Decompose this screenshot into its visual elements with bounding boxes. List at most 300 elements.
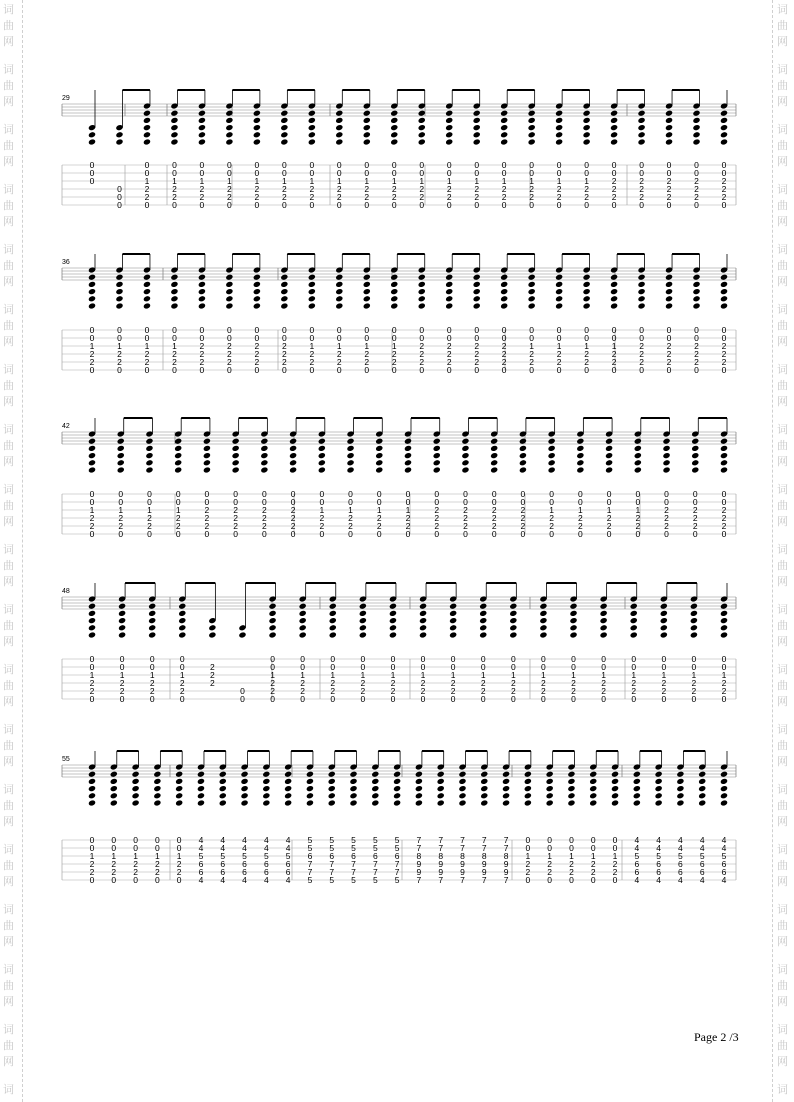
tab-fret-number: 0 <box>360 654 366 664</box>
watermark-glyph: 词 <box>3 183 14 196</box>
tab-fret-number: 0 <box>233 489 239 499</box>
tab-fret-number: 0 <box>491 529 497 539</box>
notehead <box>118 631 126 638</box>
notehead <box>720 603 728 610</box>
watermark-glyph: 网 <box>777 95 788 108</box>
tab-fret-number: 2 <box>309 192 315 202</box>
notehead <box>88 452 96 459</box>
notehead <box>262 771 270 778</box>
notehead <box>349 799 357 806</box>
tab-fret-number: 0 <box>364 168 370 178</box>
tab-fret-number: 2 <box>254 357 260 367</box>
notehead <box>720 785 728 792</box>
tab-fret-number: 7 <box>351 859 356 869</box>
watermark-glyph: 网 <box>777 635 788 648</box>
tab-fret-number: 1 <box>419 176 425 186</box>
tab-fret-number: 0 <box>571 662 576 672</box>
tab-fret-number: 6 <box>678 859 683 869</box>
tab-fret-number: 0 <box>144 365 150 375</box>
notehead <box>633 778 641 785</box>
notehead <box>390 131 398 138</box>
notehead <box>88 288 96 295</box>
tab-fret-number: 2 <box>300 678 306 688</box>
watermark-glyph: 词 <box>3 723 14 736</box>
tab-fret-number: 0 <box>119 662 125 672</box>
tab-fret-number: 0 <box>89 489 95 499</box>
notehead <box>143 302 151 309</box>
tab-fret-number: 0 <box>204 489 210 499</box>
notehead <box>433 438 441 445</box>
tab-fret-number: 2 <box>694 349 699 359</box>
notehead <box>418 288 426 295</box>
tab-fret-number: 4 <box>285 843 291 853</box>
notehead <box>449 610 457 617</box>
tab-fret-number: 2 <box>281 349 287 359</box>
notehead <box>253 124 261 131</box>
tab-fret-number: 2 <box>261 513 267 523</box>
notehead <box>110 792 118 799</box>
tab-fret-number: 4 <box>699 875 705 885</box>
tab-fret-number: 0 <box>199 200 205 210</box>
tab-fret-number: 0 <box>547 835 553 845</box>
tab-fret-number: 1 <box>584 176 589 186</box>
tab-fret-number: 0 <box>721 654 727 664</box>
watermark-glyph: 词 <box>777 903 788 916</box>
notehead <box>390 302 398 309</box>
notehead <box>404 452 412 459</box>
notehead <box>605 459 613 466</box>
notehead <box>665 131 673 138</box>
tab-fret-number: 1 <box>133 851 138 861</box>
tab-fret-number: 2 <box>529 349 535 359</box>
notehead <box>284 778 292 785</box>
tab-fret-number: 2 <box>376 513 382 523</box>
notehead <box>299 603 307 610</box>
watermark-glyph: 曲 <box>3 799 14 812</box>
tab-fret-number: 2 <box>541 686 546 696</box>
tab-fret-number: 2 <box>525 867 531 877</box>
tab-fret-number: 0 <box>89 176 95 186</box>
notehead <box>203 438 211 445</box>
notehead <box>569 631 577 638</box>
tab-fret-number: 1 <box>541 670 546 680</box>
tab-fret-number: 2 <box>261 505 267 515</box>
notehead <box>692 288 700 295</box>
tab-fret-number: 2 <box>149 686 155 696</box>
notehead <box>170 131 178 138</box>
notehead <box>433 452 441 459</box>
tab-fret-number: 2 <box>117 349 122 359</box>
tab-fret-number: 2 <box>590 859 596 869</box>
tab-fret-number: 2 <box>319 521 325 531</box>
tab-fret-number: 2 <box>450 686 456 696</box>
notehead <box>390 288 398 295</box>
tab-fret-number: 0 <box>199 325 205 335</box>
watermark-glyph: 网 <box>3 755 14 768</box>
notehead <box>170 117 178 124</box>
tab-fret-number: 8 <box>438 851 444 861</box>
watermark-glyph: 网 <box>777 155 788 168</box>
tab-fret-number: 2 <box>501 341 507 351</box>
tab-fret-number: 0 <box>434 529 440 539</box>
notehead <box>490 459 498 466</box>
watermark-glyph: 曲 <box>777 979 788 992</box>
tab-fret-number: 0 <box>480 654 486 664</box>
tab-fret-number: 0 <box>606 497 612 507</box>
watermark-glyph: 网 <box>3 215 14 228</box>
notehead <box>555 302 563 309</box>
notehead <box>655 778 663 785</box>
notehead <box>346 438 354 445</box>
notehead <box>170 274 178 281</box>
notehead <box>390 110 398 117</box>
tab-fret-number: 6 <box>307 851 313 861</box>
tab-fret-number: 0 <box>611 325 617 335</box>
notehead <box>318 466 326 473</box>
notehead <box>174 445 182 452</box>
tab-fret-number: 4 <box>656 875 661 885</box>
tab-fret-number: 2 <box>419 349 425 359</box>
tab-fret-number: 7 <box>438 835 444 845</box>
tab-fret-number: 2 <box>721 686 727 696</box>
tab-fret-number: 7 <box>416 843 422 853</box>
notehead <box>132 778 140 785</box>
tab-fret-number: 0 <box>420 694 426 704</box>
tab-fret-number: 0 <box>420 654 426 664</box>
notehead <box>389 617 397 624</box>
watermark-glyph: 曲 <box>777 79 788 92</box>
watermark-glyph: 词 <box>777 783 788 796</box>
tab-fret-number: 0 <box>376 489 382 499</box>
notehead <box>583 281 591 288</box>
notehead <box>610 302 618 309</box>
notehead <box>308 117 316 124</box>
notehead <box>665 281 673 288</box>
tab-fret-number: 1 <box>501 176 507 186</box>
watermark-glyph: 网 <box>777 815 788 828</box>
tab-fret-number: 9 <box>481 867 487 877</box>
tab-fret-number: 5 <box>351 835 356 845</box>
tab-fret-number: 2 <box>233 505 239 515</box>
notehead <box>269 603 277 610</box>
watermark-glyph: 曲 <box>3 859 14 872</box>
tab-fret-number: 0 <box>254 160 260 170</box>
watermark-glyph: 词 <box>777 483 788 496</box>
measure-number: 36 <box>62 259 70 266</box>
notehead <box>115 288 123 295</box>
tab-fret-number: 2 <box>434 513 440 523</box>
tab-fret-number: 2 <box>446 357 452 367</box>
notehead <box>284 785 292 792</box>
tab-fret-number: 2 <box>694 357 699 367</box>
notehead <box>269 617 277 624</box>
notehead <box>433 459 441 466</box>
notehead <box>720 295 728 302</box>
notehead <box>611 792 619 799</box>
notehead <box>419 610 427 617</box>
tab-fret-number: 4 <box>198 843 204 853</box>
tab-fret-number: 0 <box>290 529 296 539</box>
notehead <box>567 785 575 792</box>
tab-fret-number: 0 <box>89 694 95 704</box>
tab-fret-number: 2 <box>666 341 672 351</box>
notehead <box>528 288 536 295</box>
tab-fret-number: 2 <box>569 867 574 877</box>
tab-fret-number: 2 <box>474 349 480 359</box>
tab-fret-number: 0 <box>721 200 727 210</box>
notehead <box>415 792 423 799</box>
watermark-glyph: 曲 <box>777 379 788 392</box>
tab-fret-number: 2 <box>89 357 95 367</box>
notehead <box>404 438 412 445</box>
tab-fret-number: 2 <box>549 521 555 531</box>
tab-fret-number: 1 <box>510 670 516 680</box>
notehead <box>509 610 517 617</box>
tab-fret-number: 2 <box>446 184 452 194</box>
notehead <box>480 785 488 792</box>
tab-fret-number: 2 <box>144 349 150 359</box>
tab-fret-number: 2 <box>111 867 117 877</box>
notehead <box>419 631 427 638</box>
tab-fret-number: 1 <box>721 670 727 680</box>
tab-fret-number: 2 <box>290 505 296 515</box>
notehead <box>393 792 401 799</box>
tab-fret-number: 7 <box>307 867 313 877</box>
notehead <box>519 466 527 473</box>
notehead <box>415 799 423 806</box>
notehead <box>115 138 123 145</box>
tab-fret-number: 0 <box>556 325 562 335</box>
tab-fret-number: 0 <box>631 654 637 664</box>
watermark-glyph: 曲 <box>3 739 14 752</box>
tab-fret-number: 7 <box>460 835 465 845</box>
watermark-glyph: 曲 <box>3 559 14 572</box>
tab-fret-number: 1 <box>149 670 155 680</box>
tab-fret-number: 2 <box>89 678 95 688</box>
tab-fret-number: 2 <box>639 349 644 359</box>
notehead <box>232 452 240 459</box>
tab-fret-number: 1 <box>330 670 336 680</box>
tab-fret-number: 0 <box>721 529 727 539</box>
tab-fret-number: 0 <box>89 497 95 507</box>
tab-fret-number: 0 <box>556 200 562 210</box>
notehead <box>418 281 426 288</box>
notehead <box>555 124 563 131</box>
tab-fret-number: 0 <box>691 662 697 672</box>
tab-fret-number: 0 <box>111 843 117 853</box>
tab-fret-number: 0 <box>529 200 535 210</box>
tab-fret-number: 0 <box>446 333 452 343</box>
tab-fret-number: 0 <box>133 843 138 853</box>
notehead <box>479 617 487 624</box>
tab-fret-number: 2 <box>390 678 396 688</box>
notehead <box>328 771 336 778</box>
notehead <box>546 785 554 792</box>
tab-fret-number: 2 <box>577 521 583 531</box>
watermark-glyph: 曲 <box>777 1039 788 1052</box>
notehead <box>390 138 398 145</box>
tab-fret-number: 0 <box>300 694 306 704</box>
notehead <box>197 785 205 792</box>
tab-fret-number: 0 <box>155 875 160 885</box>
tab-fret-number: 0 <box>450 662 456 672</box>
notehead <box>555 274 563 281</box>
tab-fret-number: 0 <box>390 694 396 704</box>
tab-fret-number: 0 <box>149 654 155 664</box>
tab-fret-number: 0 <box>309 325 315 335</box>
notehead <box>260 452 268 459</box>
notehead <box>208 624 216 631</box>
tab-fret-number: 0 <box>179 694 185 704</box>
notehead <box>219 771 227 778</box>
notehead <box>611 778 619 785</box>
tab-fret-number: 2 <box>118 521 124 531</box>
notehead <box>153 785 161 792</box>
tab-fret-number: 0 <box>227 333 232 343</box>
watermark-glyph: 曲 <box>777 319 788 332</box>
tab-fret-number: 0 <box>290 497 296 507</box>
notehead <box>308 138 316 145</box>
notehead <box>720 124 728 131</box>
tab-fret-number: 0 <box>227 325 232 335</box>
tab-fret-number: 0 <box>281 365 287 375</box>
notehead <box>346 452 354 459</box>
notehead <box>445 138 453 145</box>
notehead <box>539 610 547 617</box>
watermark-glyph: 曲 <box>777 679 788 692</box>
tab-fret-number: 2 <box>172 192 177 202</box>
notehead <box>610 124 618 131</box>
tab-fret-number: 1 <box>281 176 287 186</box>
notehead <box>198 302 206 309</box>
tab-fret-number: 0 <box>155 835 160 845</box>
tab-fret-number: 0 <box>147 529 152 539</box>
tab-fret-number: 2 <box>474 357 480 367</box>
notehead <box>269 631 277 638</box>
tab-fret-number: 2 <box>529 184 535 194</box>
watermark-glyph: 网 <box>3 575 14 588</box>
notehead <box>260 466 268 473</box>
tab-fret-number: 2 <box>547 867 553 877</box>
tab-fret-number: 6 <box>372 851 378 861</box>
notehead <box>145 459 153 466</box>
notehead <box>335 124 343 131</box>
tab-fret-number: 0 <box>631 662 637 672</box>
tab-fret-number: 2 <box>336 192 342 202</box>
tab-fret-number: 0 <box>204 497 210 507</box>
watermark-glyph: 网 <box>3 1055 14 1068</box>
tab-fret-number: 0 <box>118 529 124 539</box>
tab-fret-number: 2 <box>611 176 617 186</box>
notehead <box>308 302 316 309</box>
notehead <box>473 138 481 145</box>
tab-fret-number: 0 <box>89 365 95 375</box>
tab-fret-number: 2 <box>175 513 181 523</box>
tab-fret-number: 0 <box>360 662 366 672</box>
tab-fret-number: 0 <box>590 843 596 853</box>
notehead <box>371 771 379 778</box>
notehead <box>692 274 700 281</box>
notehead <box>328 792 336 799</box>
notehead <box>335 110 343 117</box>
tab-fret-number: 0 <box>501 160 507 170</box>
tab-fret-number: 0 <box>376 529 382 539</box>
tab-fret-number: 2 <box>584 192 589 202</box>
tab-fret-number: 0 <box>612 843 618 853</box>
tab-fret-number: 2 <box>612 867 618 877</box>
tab-fret-number: 0 <box>227 168 232 178</box>
notehead <box>418 131 426 138</box>
tab-fret-number: 0 <box>364 200 370 210</box>
notehead <box>662 459 670 466</box>
tab-fret-number: 6 <box>721 867 727 877</box>
notehead <box>308 274 316 281</box>
notehead <box>634 438 642 445</box>
tab-fret-number: 1 <box>571 670 576 680</box>
notehead <box>555 117 563 124</box>
tab-fret-number: 0 <box>520 489 526 499</box>
tab-fret-number: 2 <box>319 513 325 523</box>
notehead <box>329 603 337 610</box>
tab-fret-number: 0 <box>89 160 95 170</box>
tab-fret-number: 0 <box>584 200 589 210</box>
notehead <box>241 792 249 799</box>
tab-fret-number: 0 <box>119 694 125 704</box>
tab-fret-number: 0 <box>172 200 177 210</box>
watermark-glyph: 词 <box>777 723 788 736</box>
notehead <box>634 466 642 473</box>
notehead <box>546 778 554 785</box>
notehead <box>299 610 307 617</box>
notehead <box>589 792 597 799</box>
notehead <box>308 288 316 295</box>
notehead <box>308 295 316 302</box>
notehead <box>546 792 554 799</box>
tab-fret-number: 6 <box>263 859 269 869</box>
watermark-glyph: 词 <box>3 783 14 796</box>
tab-fret-number: 0 <box>520 529 526 539</box>
notehead <box>175 799 183 806</box>
tab-fret-number: 0 <box>549 489 555 499</box>
notehead <box>415 778 423 785</box>
notehead <box>662 452 670 459</box>
tab-fret-number: 5 <box>372 835 378 845</box>
notehead <box>289 466 297 473</box>
tab-fret-number: 0 <box>611 168 617 178</box>
tab-fret-number: 0 <box>117 184 122 194</box>
watermark-glyph: 网 <box>777 515 788 528</box>
notehead <box>502 799 510 806</box>
notehead <box>548 459 556 466</box>
notehead <box>280 288 288 295</box>
tab-fret-number: 1 <box>661 670 667 680</box>
tab-fret-number: 0 <box>117 200 122 210</box>
tab-fret-number: 0 <box>133 875 138 885</box>
tab-fret-number: 1 <box>556 176 562 186</box>
tab-fret-number: 0 <box>666 160 672 170</box>
tab-fret-number: 2 <box>119 678 125 688</box>
tab-fret-number: 6 <box>721 859 727 869</box>
tab-fret-number: 0 <box>606 489 612 499</box>
notehead <box>289 452 297 459</box>
watermark-glyph: 曲 <box>777 499 788 512</box>
notehead <box>690 603 698 610</box>
notehead <box>393 799 401 806</box>
notehead <box>449 617 457 624</box>
notehead <box>363 131 371 138</box>
tab-fret-number: 0 <box>309 160 315 170</box>
tab-fret-number: 0 <box>611 200 617 210</box>
